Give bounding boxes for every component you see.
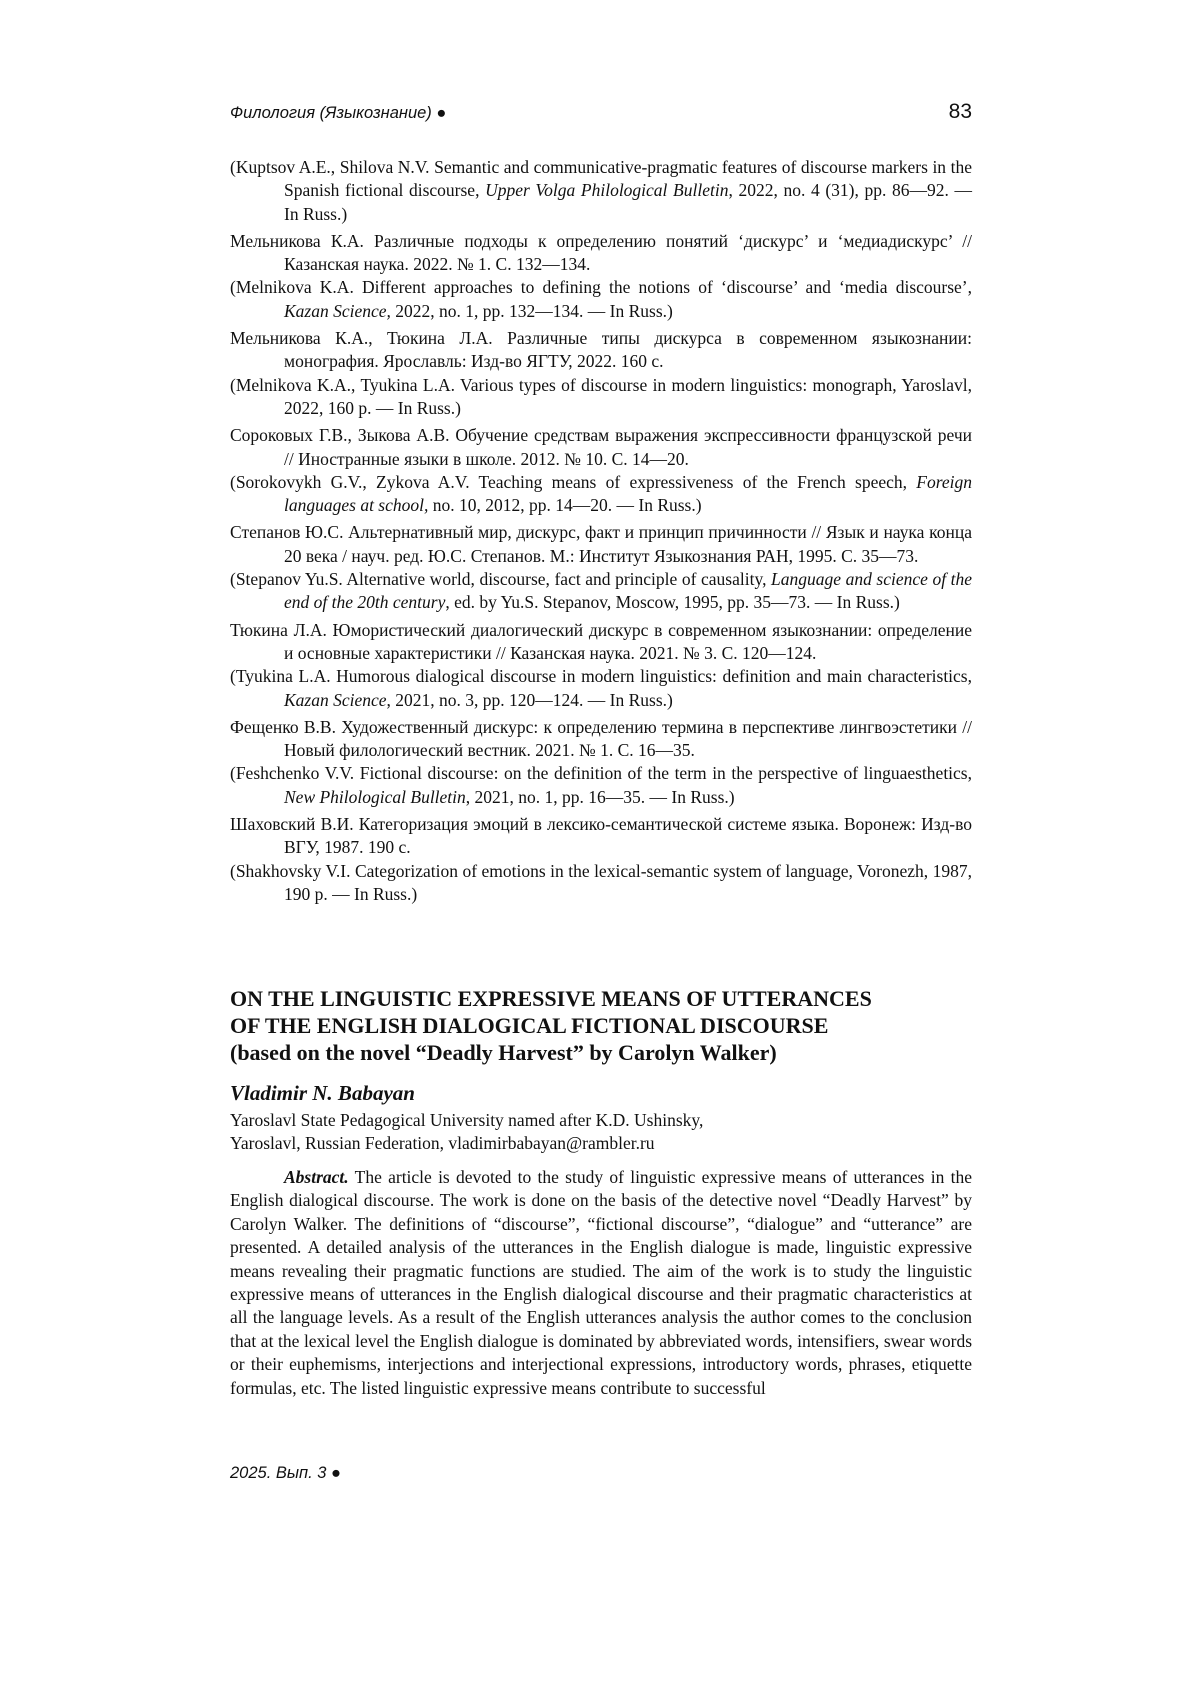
reference-item: (Sorokovykh G.V., Zykova A.V. Teaching means of expressiveness of the French speech, Foreign languages at school, no. 10, 2012, pp. 14—20. — In Russ.): [230, 471, 972, 518]
reference-item: Мельникова К.А. Различные подходы к определению понятий ‘дискурс’ и ‘медиадискурс’ // Казанская наука. 2022. № 1. С. 132—134.: [230, 230, 972, 277]
reference-item: (Stepanov Yu.S. Alternative world, discourse, fact and principle of causality, Language and science of the end of the 20th century, ed. by Yu.S. Stepanov, Moscow, 1995, pp. 35—73. — In Russ.): [230, 568, 972, 615]
journal-section-title: Филология (Языкознание) ●: [230, 104, 446, 123]
reference-item: (Tyukina L.A. Humorous dialogical discourse in modern linguistics: definition and main characteristics, Kazan Science, 2021, no. 3, pp. 120—124. — In Russ.): [230, 665, 972, 712]
page-number: 83: [949, 100, 972, 124]
reference-item: (Melnikova K.A. Different approaches to defining the notions of ‘discourse’ and ‘media discourse’, Kazan Science, 2022, no. 1, pp. 132—134. — In Russ.): [230, 276, 972, 323]
abstract-text: The article is devoted to the study of linguistic expressive means of utterances in the English dialogical discourse. The work is done on the basis of the detective novel “Deadly Harvest” by Carolyn Walker. The definitions of “discourse”, “fictional discourse”, “dialogue” and “utterance” are presented. A detailed analysis of the utterances in the English dialogue is made, linguistic expressive means revealing their pragmatic functions are studied. The aim of the work is to study the linguistic expressive means of utterances in the English dialogical discourse and their pragmatic characteristics at all the language levels. As a result of the English utterances analysis the author comes to the conclusion that at the lexical level the English dialogue is dominated by abbreviated words, intensifiers, swear words or their euphemisms, interjections and interjectional expressions, introductory words, phrases, etiquette formulas, etc. The listed linguistic expressive means contribute to successful: [230, 1167, 972, 1398]
reference-item: Мельникова К.А., Тюкина Л.А. Различные типы дискурса в современном языкознании: монография. Ярославль: Изд-во ЯГТУ, 2022. 160 с.: [230, 327, 972, 374]
reference-item: Сороковых Г.В., Зыкова А.В. Обучение средствам выражения экспрессивности французской речи // Иностранные языки в школе. 2012. № 10. С. 14—20.: [230, 424, 972, 471]
reference-item: (Shakhovsky V.I. Categorization of emotions in the lexical-semantic system of language, Voronezh, 1987, 190 p. — In Russ.): [230, 860, 972, 907]
reference-item: Фещенко В.В. Художественный дискурс: к определению термина в перспективе лингвоэстетики // Новый филологический вестник. 2021. № 1. С. 16—35.: [230, 716, 972, 763]
reference-item: (Kuptsov A.E., Shilova N.V. Semantic and communicative-pragmatic features of discourse markers in the Spanish fictional discourse, Upper Volga Philological Bulletin, 2022, no. 4 (31), pp. 86—92. — In Russ.): [230, 156, 972, 226]
reference-item: Шаховский В.И. Категоризация эмоций в лексико-семантической системе языка. Воронеж: Изд-во ВГУ, 1987. 190 с.: [230, 813, 972, 860]
reference-item: (Melnikova K.A., Tyukina L.A. Various types of discourse in modern linguistics: monograph, Yaroslavl, 2022, 160 p. — In Russ.): [230, 374, 972, 421]
reference-item: (Feshchenko V.V. Fictional discourse: on the definition of the term in the perspective of linguaesthetics, New Philological Bulletin, 2021, no. 1, pp. 16—35. — In Russ.): [230, 762, 972, 809]
article-title: ON THE LINGUISTIC EXPRESSIVE MEANS OF UTTERANCES OF THE ENGLISH DIALOGICAL FICTIONAL DISCOURSE (based on the novel “Deadly Harvest” by Carolyn Walker): [230, 985, 972, 1066]
running-header: [230, 100, 972, 130]
page-footer: 2025. Вып. 3 ●: [230, 1464, 341, 1483]
reference-item: Тюкина Л.А. Юмористический диалогический дискурс в современном языкознании: определение и основные характеристики // Казанская наука. 2021. № 3. С. 120—124.: [230, 619, 972, 666]
article-author: Vladimir N. Babayan: [230, 1081, 972, 1106]
article-abstract: [230, 1166, 972, 1400]
author-affiliation: Yaroslavl State Pedagogical University named after K.D. Ushinsky, Yaroslavl, Russian Federation, vladimirbabayan@rambler.ru: [230, 1109, 972, 1155]
abstract-label: Abstract.: [284, 1167, 349, 1187]
reference-list: [230, 156, 972, 906]
reference-item: Степанов Ю.С. Альтернативный мир, дискурс, факт и принцип причинности // Язык и наука конца 20 века / науч. ред. Ю.С. Степанов. М.: Институт Языкознания РАН, 1995. С. 35—73.: [230, 521, 972, 568]
